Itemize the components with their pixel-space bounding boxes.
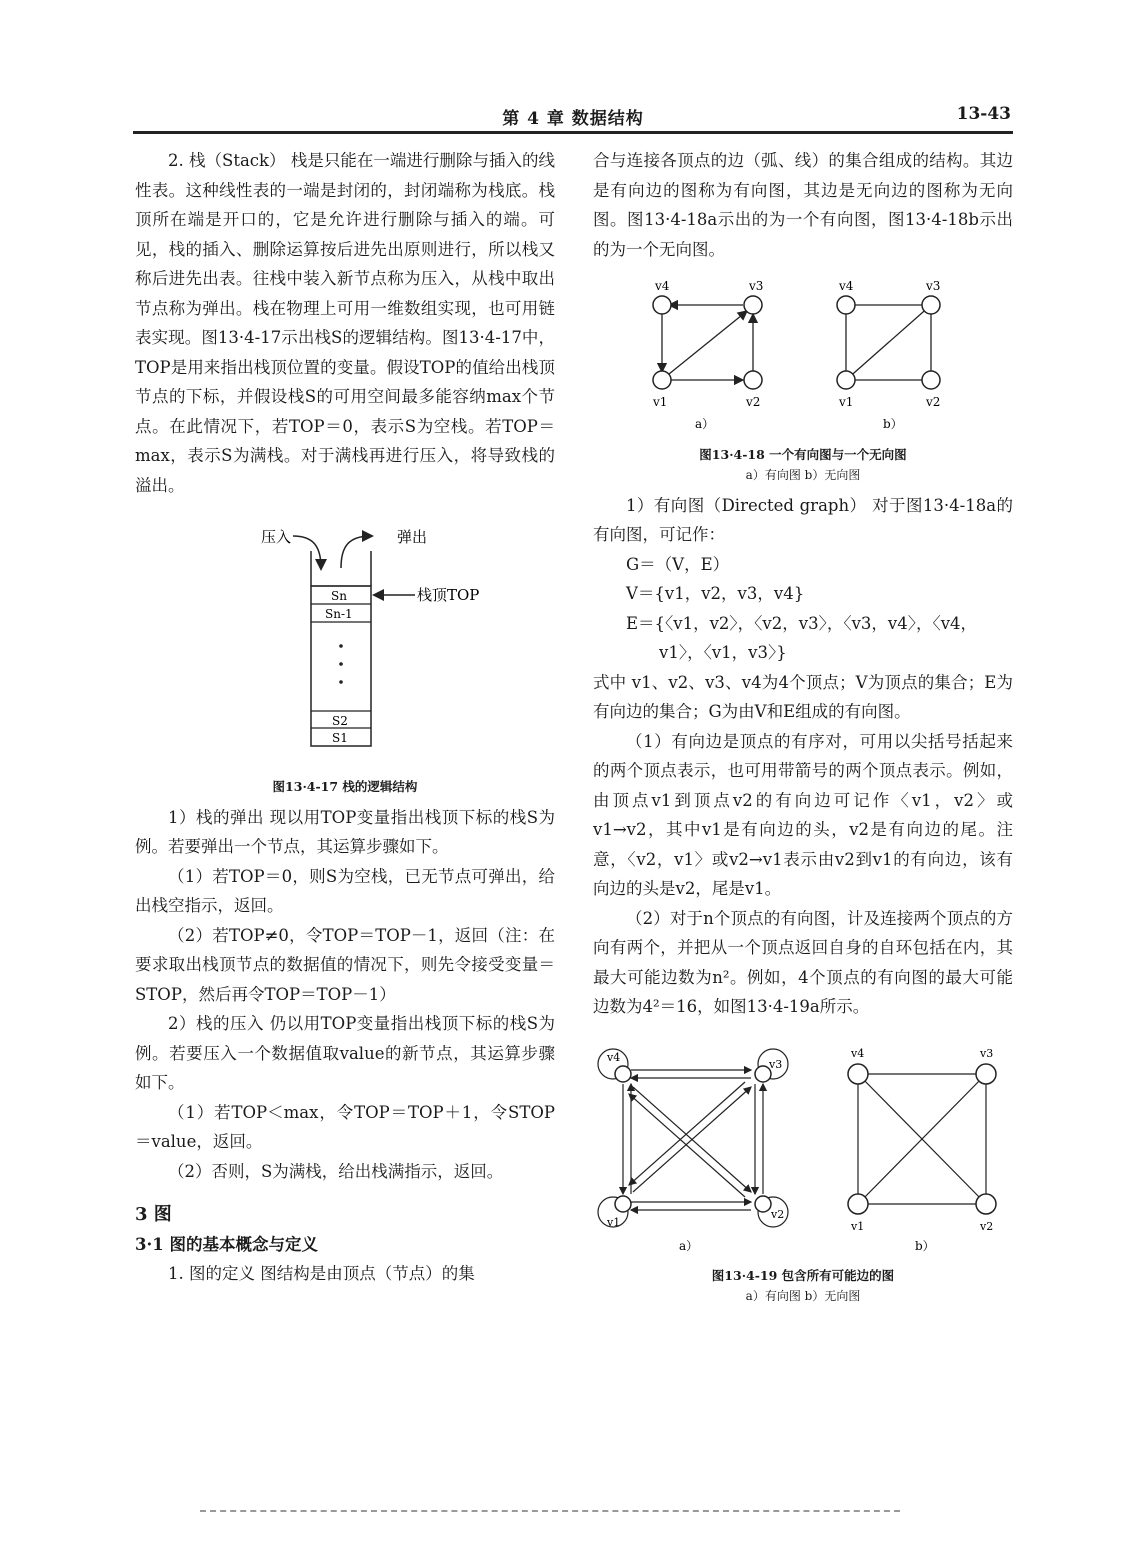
stack-push-step1: （1）若TOP＜max，令TOP＝TOP＋1，令STOP＝value，返回。 <box>135 1102 555 1151</box>
equation-explanation: 式中 v1、v2、v3、v4为4个顶点；V为顶点的集合；E为有向边的集合；G为由V和E组成的有向图。 <box>593 672 1013 721</box>
stack-definition: 2. 栈（Stack） 栈是只能在一端进行删除与插入的线性表。这种线性表的一端是封闭的，封闭端称为栈底。栈顶所在端是开口的，它是允许进行删除与插入的端。可见，栈的插入、删除运算按后进先出原则进行，所以栈又称后进先出表。往栈中装入新节点称为压入，从栈中取出节点称为弹出。栈在物理上可用一维数组实现，也可用链表实现。图13·4-17示出栈S的逻辑结构。图13·4-17中，TOP是用来指出栈顶位置的变量。假设TOP的值给出栈顶节点的下标，并假设栈S的可用空间最多能容纳max个节点。在此情况下，若TOP＝0，表示S为空栈。若TOP＝max，表示S为满栈。对于满栈再进行压入，将导致栈的溢出。 <box>135 151 555 495</box>
stack-ellipsis-dot <box>339 644 343 648</box>
vertex-label: v2 <box>771 1207 785 1221</box>
header-rule <box>133 131 1013 134</box>
vertex-label: v3 <box>749 279 764 293</box>
vertex-label: v3 <box>980 1046 994 1060</box>
stack-cell-s2: S2 <box>332 714 348 728</box>
vertex-label: v2 <box>926 395 941 409</box>
figure-13-4-18 <box>593 270 1013 485</box>
footer-scan-line <box>200 1510 900 1514</box>
complete-graph-diagram <box>593 1032 1013 1257</box>
vertex-label: v1 <box>607 1215 621 1229</box>
pop-label: 弹出 <box>397 528 428 546</box>
right-column <box>593 146 1013 1312</box>
section-heading-graph: 3 图 <box>135 1204 172 1225</box>
sublabel-a: a） <box>695 417 715 431</box>
stack-pop-step1: （1）若TOP＝0，则S为空栈，已无节点可弹出，给出栈空指示，返回。 <box>135 866 555 915</box>
equation-g: G＝（V，E） <box>626 554 730 574</box>
complete-directed-graph-a <box>598 1049 788 1253</box>
vertex-label: v2 <box>980 1219 994 1233</box>
chapter-title: 第 4 章 数据结构 <box>502 109 644 129</box>
page-header <box>133 104 1013 130</box>
vertex-label: v1 <box>839 395 854 409</box>
directed-undirected-graph-diagram <box>593 270 1013 435</box>
pop-arrow <box>341 536 371 568</box>
equation-v: V＝{v1，v2，v3，v4} <box>626 584 805 603</box>
vertex-label: v3 <box>926 279 941 293</box>
max-edges-note: （2）对于n个顶点的有向图，计及连接两个顶点的方向有两个，并把从一个顶点返回自身的自环包括在内，其最大可能边数为n²。例如，4个顶点的有向图的最大可能边数为4²＝16，如图13·4-19a所示。 <box>593 908 1013 1016</box>
figure-13-4-19-caption: 图13·4-19 包含所有可能边的图 <box>711 1268 895 1283</box>
push-arrow <box>293 536 321 568</box>
sublabel-b: b） <box>883 417 903 431</box>
stack-diagram <box>135 506 555 761</box>
stack-pop-intro: 1）栈的弹出 现以用TOP变量指出栈顶下标的栈S为例。若要弹出一个节点，其运算步骤如下。 <box>135 807 555 856</box>
stack-ellipsis-dot <box>339 680 343 684</box>
figure-13-4-18-caption: 图13·4-18 一个有向图与一个无向图 <box>699 446 907 462</box>
left-column <box>135 146 555 1289</box>
equation-e-cont: v1〉，〈v1，v3〉} <box>659 643 787 662</box>
equation-e: E＝{〈v1，v2〉，〈v2，v3〉，〈v3，v4〉，〈v4， <box>626 613 978 633</box>
undirected-graph-b <box>837 279 940 431</box>
sublabel-a: a） <box>679 1238 699 1253</box>
stack-ellipsis-dot <box>339 662 343 666</box>
stack-figure-caption: 图13·4-17 栈的逻辑结构 <box>272 778 418 794</box>
sublabel-b: b） <box>915 1238 935 1253</box>
vertex-label: v4 <box>851 1046 865 1060</box>
stack-figure <box>135 506 555 797</box>
vertex-label: v1 <box>653 395 668 409</box>
vertex-label: v3 <box>769 1057 783 1071</box>
stack-cell-sn: Sn <box>331 589 347 603</box>
vertex-label: v4 <box>655 279 670 293</box>
stack-cell-s1: S1 <box>332 731 348 745</box>
directed-edge-note: （1）有向边是顶点的有序对，可用以尖括号括起来的两个顶点表示，也可用带箭号的两个顶点表示。例如，由顶点v1到顶点v2的有向边可记作〈v1，v2〉或v1→v2，其中v1是有向边的头，v2是有向边的尾。注意，〈v2，v1〉或v2→v1表示由v2到v1的有向边，该有向边的头是v2，尾是v1。 <box>593 731 1013 898</box>
graph-definition-cont: 合与连接各顶点的边（弧、线）的集合组成的结构。其边是有向边的图称为有向图，其边是无向边的图称为无向图。图13·4-18a示出的为一个有向图，图13·4-18b示出的为一个无向图。 <box>593 151 1013 259</box>
top-pointer-label: 栈顶TOP <box>417 586 480 604</box>
complete-undirected-graph-b <box>848 1047 996 1253</box>
directed-graph-a <box>652 279 763 431</box>
push-label: 压入 <box>261 528 292 546</box>
vertex-label: v4 <box>839 279 854 293</box>
page-number: 13-43 <box>956 104 1011 124</box>
vertex-label: v4 <box>607 1050 621 1064</box>
stack-pop-step2: （2）若TOP≠0，令TOP＝TOP－1，返回（注：在要求取出栈顶节点的数据值的情况下，则先令接受变量＝STOP，然后再令TOP＝TOP－1） <box>135 925 555 1004</box>
figure-13-4-18-subcaption: a）有向图 b）无向图 <box>745 467 861 482</box>
stack-cell-sn-1: Sn-1 <box>325 607 353 621</box>
stack-push-intro: 2）栈的压入 仍以用TOP变量指出栈顶下标的栈S为例。若要压入一个数据值取value的新节点，其运算步骤如下。 <box>135 1014 555 1092</box>
subsection-heading-graph-basics: 3·1 图的基本概念与定义 <box>135 1234 318 1254</box>
directed-graph-intro: 1）有向图（Directed graph） 对于图13·4-18a的有向图，可记作： <box>593 495 1013 544</box>
figure-13-4-19 <box>593 1032 1013 1307</box>
stack-push-step2: （2）否则，S为满栈，给出栈满指示，返回。 <box>168 1161 504 1181</box>
vertex-label: v2 <box>746 395 761 409</box>
figure-13-4-19-subcaption: a）有向图 b）无向图 <box>745 1289 861 1303</box>
vertex-label: v1 <box>851 1219 865 1233</box>
graph-definition-start: 1. 图的定义 图结构是由顶点（节点）的集 <box>168 1264 475 1283</box>
